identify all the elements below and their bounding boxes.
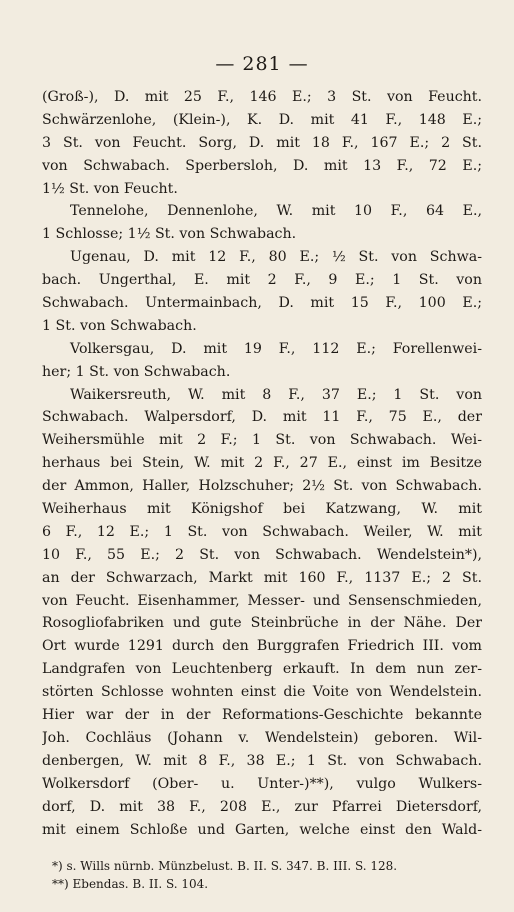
text-line: von Schwabach. Sperbersloh, D. mit 13 F., 72 E.; (42, 157, 482, 174)
text-line: 1½ St. von Feucht. (42, 180, 178, 197)
body-text (42, 86, 482, 841)
text-line: 6 F., 12 E.; 1 St. von Schwabach. Weiler, W. mit (42, 523, 482, 540)
text-line: Rosogliofabriken und gute Steinbrüche in der Nähe. Der (42, 615, 482, 632)
text-line: Waikersreuth, W. mit 8 F., 37 E.; 1 St. von (70, 386, 482, 403)
text-line: störten Schlosse wohnten einst die Voite von Wendelstein. (42, 684, 482, 701)
text-line: 3 St. von Feucht. Sorg, D. mit 18 F., 167 E.; 2 St. (42, 134, 482, 151)
text-line: 1 Schlosse; 1½ St. von Schwabach. (42, 226, 297, 243)
text-line: von Feucht. Eisenhammer, Messer- und Sensenschmieden, (42, 592, 482, 609)
text-line: Weihersmühle mit 2 F.; 1 St. von Schwabach. Wei- (42, 432, 482, 449)
text-line: bach. Ungerthal, E. mit 2 F., 9 E.; 1 St. von (42, 272, 482, 289)
text-line: Wolkersdorf (Ober- u. Unter-)**), vulgo Wulkers- (42, 775, 482, 792)
text-line: dorf, D. mit 38 F., 208 E., zur Pfarrei Dietersdorf, (42, 798, 482, 815)
text-line: Joh. Cochläus (Johann v. Wendelstein) geboren. Wil- (42, 729, 482, 746)
text-line: Ort wurde 1291 durch den Burggrafen Friedrich III. vom (42, 638, 482, 655)
text-line: herhaus bei Stein, W. mit 2 F., 27 E., einst im Besitze (42, 455, 482, 472)
footnote: **) Ebendas. B. II. S. 104. (52, 877, 209, 892)
text-line: Schwärzenlohe, (Klein-), K. D. mit 41 F., 148 E.; (42, 111, 482, 128)
footnote: *) s. Wills nürnb. Münzbelust. B. II. S. 347. B. III. S. 128. (52, 859, 398, 874)
text-line: 1 St. von Schwabach. (42, 317, 197, 334)
text-line: Tennelohe, Dennenlohe, W. mit 10 F., 64 E., (70, 203, 482, 220)
text-line: Schwabach. Untermainbach, D. mit 15 F., 100 E.; (42, 295, 482, 312)
text-line: Hier war der in der Reformations-Geschichte bekannte (42, 707, 482, 724)
text-line: Ugenau, D. mit 12 F., 80 E.; ½ St. von Schwa- (70, 249, 482, 266)
text-line: 10 F., 55 E.; 2 St. von Schwabach. Wendelstein*), (42, 546, 482, 563)
text-line: Weiherhaus mit Königshof bei Katzwang, W. mit (42, 501, 482, 518)
text-line: mit einem Schloße und Garten, welche einst den Wald- (42, 821, 482, 838)
footnotes (42, 857, 482, 893)
text-line: Volkersgau, D. mit 19 F., 112 E.; Forellenwei- (70, 340, 482, 357)
text-line: Landgrafen von Leuchtenberg erkauft. In dem nun zer- (42, 661, 482, 678)
text-line: denbergen, W. mit 8 F., 38 E.; 1 St. von Schwabach. (42, 752, 482, 769)
text-line: der Ammon, Haller, Holzschuher; 2½ St. von Schwabach. (42, 478, 482, 495)
text-line: (Groß-), D. mit 25 F., 146 E.; 3 St. von Feucht. (42, 89, 482, 105)
text-line: an der Schwarzach, Markt mit 160 F., 1137 E.; 2 St. (42, 569, 482, 586)
text-line: her; 1 St. von Schwabach. (42, 363, 231, 380)
page-number: — 281 — (215, 53, 309, 75)
text-line: Schwabach. Walpersdorf, D. mit 11 F., 75 E., der (42, 409, 482, 426)
